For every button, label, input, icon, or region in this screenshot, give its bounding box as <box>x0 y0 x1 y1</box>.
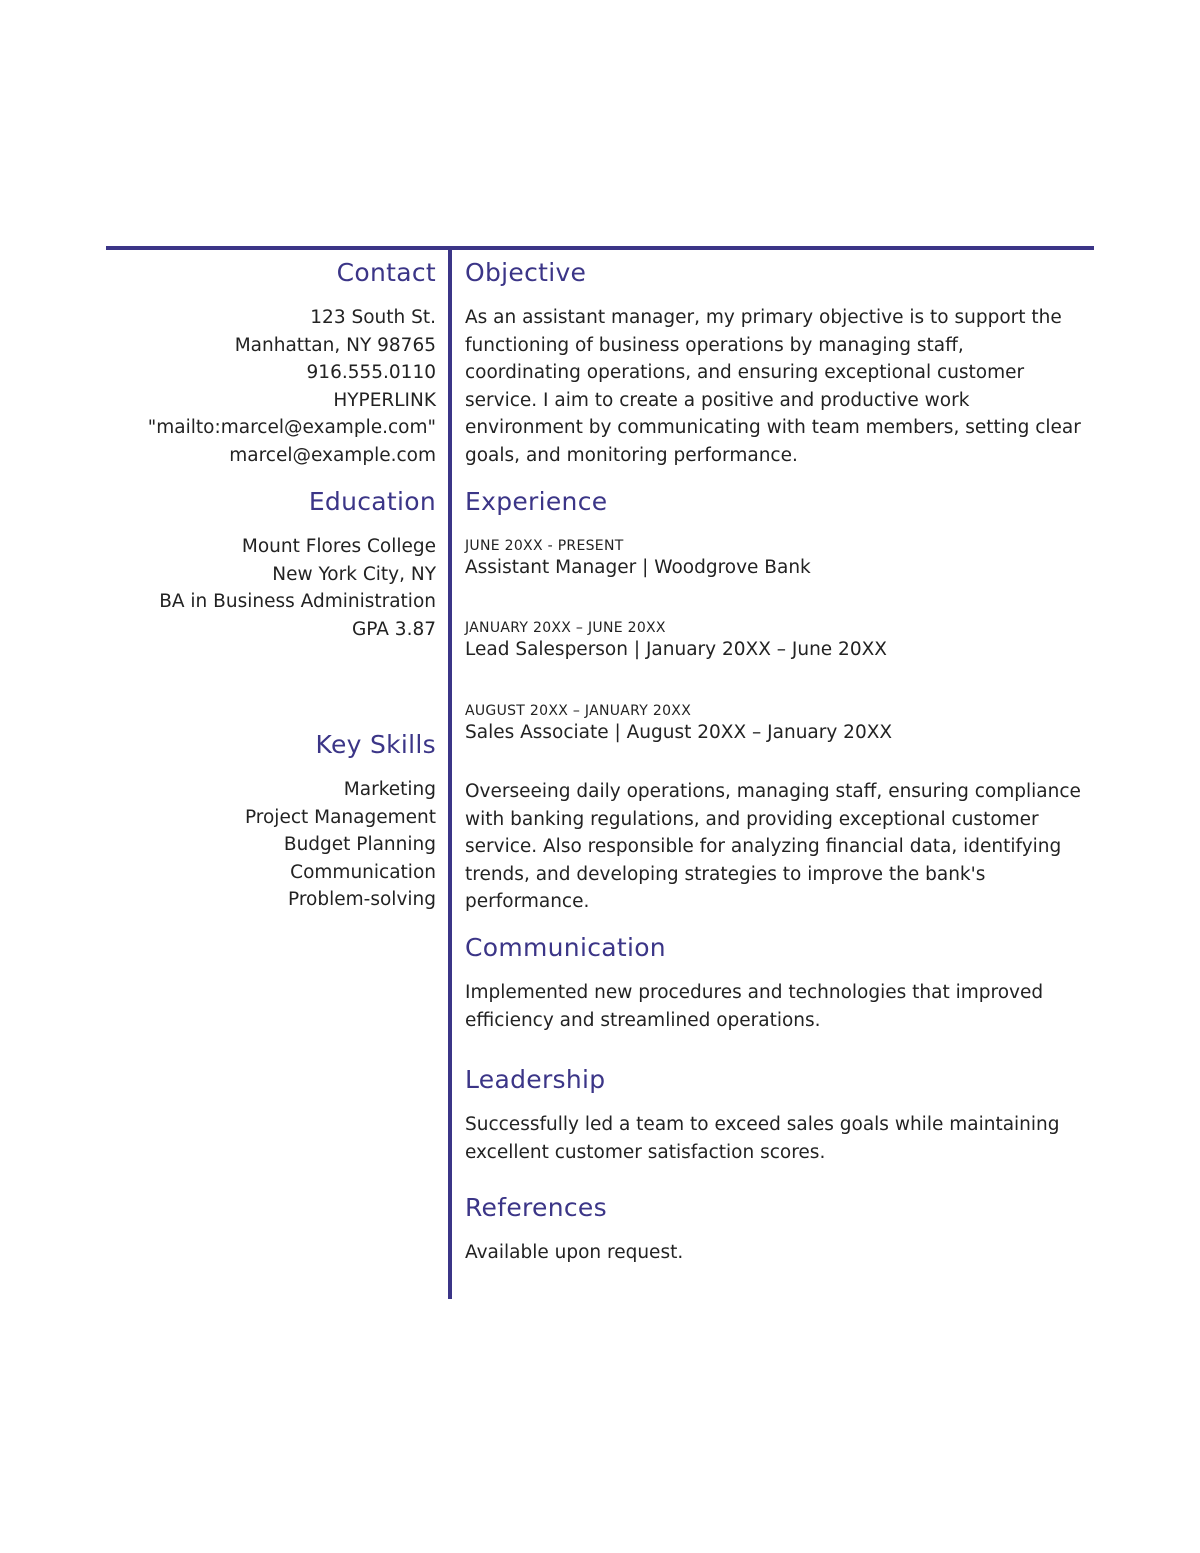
job-title: Lead Salesperson | January 20XX – June 20XX <box>465 639 887 660</box>
leadership-text: Successfully led a team to exceed sales goals while maintaining excellent customer satisfaction scores. <box>465 1114 1060 1163</box>
contact-heading: Contact <box>336 258 436 287</box>
job-dates: JANUARY 20XX – JUNE 20XX <box>465 620 666 636</box>
references-text: Available upon request. <box>465 1242 684 1263</box>
skill-item: Marketing <box>343 779 436 800</box>
references-heading: References <box>465 1193 607 1222</box>
job-title: Sales Associate | August 20XX – January 20XX <box>465 722 893 743</box>
job-dates: AUGUST 20XX – JANUARY 20XX <box>465 703 692 719</box>
job-entry <box>465 537 1085 581</box>
job-entry <box>465 619 1085 663</box>
experience-description <box>465 778 1085 916</box>
job-title: Assistant Manager | Woodgrove Bank <box>465 557 811 578</box>
skill-item: Budget Planning <box>283 834 436 855</box>
objective-heading: Objective <box>465 258 587 287</box>
education-degree: BA in Business Administration <box>159 591 436 612</box>
column-divider-rule <box>448 250 452 1299</box>
skills-section <box>106 730 436 914</box>
education-location: New York City, NY <box>272 563 436 585</box>
experience-section <box>465 487 1085 517</box>
contact-hyperlink-field: HYPERLINK <box>333 389 436 411</box>
contact-phone: 916.555.0110 <box>306 362 436 383</box>
communication-section <box>465 933 1085 1034</box>
skill-item: Problem-solving <box>288 889 436 910</box>
contact-email[interactable]: marcel@example.com <box>229 444 436 466</box>
objective-text: As an assistant manager, my primary objective is to support the functioning of business operations by managing staff, coordinating operations, and ensuring exceptional customer service. I aim to create a positive and productive work environment by communicating with team members, setting clear goals, and monitoring performance. <box>465 307 1081 466</box>
contact-section <box>106 258 436 469</box>
communication-text: Implemented new procedures and technologies that improved efficiency and streamlined operations. <box>465 982 1044 1031</box>
job-entry <box>465 702 1085 746</box>
communication-heading: Communication <box>465 933 666 962</box>
objective-section <box>465 258 1085 469</box>
experience-heading: Experience <box>465 487 608 516</box>
education-heading: Education <box>308 487 436 516</box>
skill-item: Communication <box>290 861 436 883</box>
education-gpa: GPA 3.87 <box>351 618 436 640</box>
top-divider-rule <box>106 246 1094 250</box>
contact-city: Manhattan, NY 98765 <box>234 334 436 356</box>
experience-description-text: Overseeing daily operations, managing staff, ensuring compliance with banking regulations, and providing exceptional customer service. Also responsible for analyzing financial data, identifying trends, and developing strategies to improve the bank's performance. <box>465 781 1081 912</box>
skill-item: Project Management <box>244 806 436 828</box>
skills-heading: Key Skills <box>315 730 436 759</box>
contact-address: 123 South St. <box>310 307 436 328</box>
leadership-heading: Leadership <box>465 1065 606 1094</box>
education-section <box>106 487 436 643</box>
education-school: Mount Flores College <box>241 536 436 557</box>
contact-mailto-field: "mailto:marcel@example.com" <box>147 417 436 438</box>
job-dates: JUNE 20XX - PRESENT <box>465 538 624 554</box>
references-section <box>465 1193 1085 1267</box>
leadership-section <box>465 1065 1085 1166</box>
